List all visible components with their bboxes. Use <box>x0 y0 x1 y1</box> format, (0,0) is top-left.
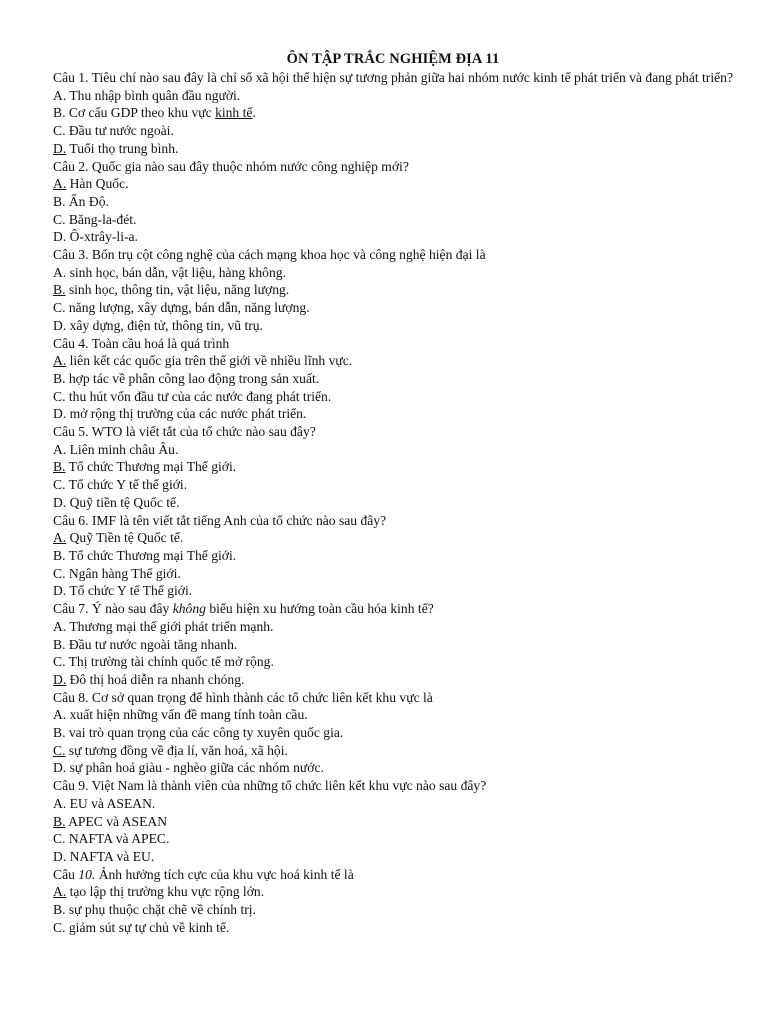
option-c: C. NAFTA và APEC. <box>53 831 170 847</box>
option-b: B. vai trò quan trọng của các công ty xuyên quốc gia. <box>53 725 344 741</box>
document-page <box>53 50 733 936</box>
correct-answer-marker: D. <box>53 140 67 156</box>
question-10 <box>53 866 733 937</box>
question-stem: Câu 6. IMF là tên viết tắt tiếng Anh của tổ chức nào sau đây? <box>53 512 387 528</box>
option-c: C. Đầu tư nước ngoài. <box>53 123 174 139</box>
option-d: D. Tuổi thọ trung bình. <box>53 140 179 156</box>
correct-answer-marker: A. <box>53 884 67 900</box>
option-b: B. Tổ chức Thương mại Thế giới. <box>53 547 237 563</box>
emphasized-number: 10. <box>78 866 96 882</box>
option-a: A. Quỹ Tiền tệ Quốc tế. <box>53 530 184 546</box>
question-stem: Câu 9. Việt Nam là thành viên của những tổ chức liên kết khu vực nào sau đây? <box>53 778 487 794</box>
question-stem: Câu 10. Ảnh hưởng tích cực của khu vực hoá kinh tế là <box>53 866 354 882</box>
question-stem: Câu 4. Toàn cầu hoá là quá trình <box>53 335 230 351</box>
question-3 <box>53 246 733 335</box>
option-d: D. mở rộng thị trường của các nước phát triển. <box>53 406 307 422</box>
question-1 <box>53 69 733 158</box>
correct-answer-marker: D. <box>53 671 67 687</box>
option-d: D. Tổ chức Y tế Thế giới. <box>53 583 193 599</box>
question-6 <box>53 512 733 601</box>
question-stem: Câu 5. WTO là viết tắt của tổ chức nào sau đây? <box>53 424 316 440</box>
question-stem: Câu 7. Ý nào sau đây không biểu hiện xu hướng toàn cầu hóa kinh tế? <box>53 601 434 617</box>
correct-answer-marker: B. <box>53 282 66 298</box>
option-c: C. Thị trường tài chính quốc tế mở rộng. <box>53 654 274 670</box>
option-b: B. hợp tác về phân công lao động trong sản xuất. <box>53 370 320 386</box>
question-8 <box>53 689 733 778</box>
option-c: C. năng lượng, xây dựng, bán dẫn, năng lượng. <box>53 300 310 316</box>
question-7 <box>53 600 733 689</box>
option-d: D. Đô thị hoá diễn ra nhanh chóng. <box>53 671 245 687</box>
option-a: A. Thương mại thế giới phát triển mạnh. <box>53 618 274 634</box>
correct-answer-marker: A. <box>53 530 67 546</box>
option-a: A. tạo lập thị trường khu vực rộng lớn. <box>53 884 265 900</box>
option-c: C. sự tương đồng về địa lí, văn hoá, xã hội. <box>53 742 288 758</box>
underlined-term: kinh tế <box>215 105 253 121</box>
question-2 <box>53 158 733 247</box>
question-stem: Câu 8. Cơ sở quan trọng để hình thành các tổ chức liên kết khu vực là <box>53 689 433 705</box>
correct-answer-marker: B. <box>53 813 66 829</box>
option-c: C. Tổ chức Y tế thế giới. <box>53 477 188 493</box>
option-a: A. xuất hiện những vấn đề mang tính toàn cầu. <box>53 707 308 723</box>
question-stem: Câu 3. Bốn trụ cột công nghệ của cách mạng khoa học và công nghệ hiện đại là <box>53 247 486 263</box>
correct-answer-marker: A. <box>53 176 67 192</box>
option-a: A. Liên minh châu Âu. <box>53 441 179 457</box>
option-c: C. giảm sút sự tự chủ về kinh tế. <box>53 919 230 935</box>
option-d: D. NAFTA và EU. <box>53 848 155 864</box>
option-b: B. sự phụ thuộc chặt chẽ về chính trị. <box>53 902 256 918</box>
option-a: A. Hàn Quốc. <box>53 176 129 192</box>
option-b: B. Tổ chức Thương mại Thế giới. <box>53 459 237 475</box>
option-c: C. Ngân hàng Thế giới. <box>53 565 181 581</box>
question-4 <box>53 335 733 424</box>
option-a: A. sinh học, bán dẫn, vật liệu, hàng không. <box>53 264 286 280</box>
option-b: B. Đầu tư nước ngoài tăng nhanh. <box>53 636 238 652</box>
option-b: B. Ấn Độ. <box>53 193 109 209</box>
correct-answer-marker: C. <box>53 742 66 758</box>
correct-answer-marker: A. <box>53 353 67 369</box>
option-a: A. liên kết các quốc gia trên thế giới về nhiều lĩnh vực. <box>53 353 353 369</box>
option-d: D. Ô-xtrây-li-a. <box>53 229 138 245</box>
option-a: A. EU và ASEAN. <box>53 795 156 811</box>
correct-answer-marker: B. <box>53 459 66 475</box>
option-b: B. APEC và ASEAN <box>53 813 168 829</box>
option-c: C. Băng-la-đét. <box>53 211 137 227</box>
option-c: C. thu hút vốn đầu tư của các nước đang phát triển. <box>53 388 332 404</box>
question-stem: Câu 2. Quốc gia nào sau đây thuộc nhóm nước công nghiệp mới? <box>53 158 409 174</box>
option-d: D. xây dựng, điện tử, thông tin, vũ trụ. <box>53 317 263 333</box>
option-a: A. Thu nhập bình quân đầu người. <box>53 87 241 103</box>
question-9 <box>53 777 733 866</box>
emphasized-word: không <box>172 601 206 617</box>
option-d: D. Quỹ tiền tệ Quốc tế. <box>53 494 180 510</box>
question-5 <box>53 423 733 512</box>
question-stem: Câu 1. Tiêu chí nào sau đây là chỉ số xã hội thể hiện sự tương phản giữa hai nhóm nước kinh tế phát triển và đang phát triển? <box>53 70 733 85</box>
page-title: ÔN TẬP TRẮC NGHIỆM ĐỊA 11 <box>286 51 500 67</box>
option-d: D. sự phân hoá giàu - nghèo giữa các nhóm nước. <box>53 760 324 776</box>
option-b: B. Cơ cấu GDP theo khu vực kinh tế. <box>53 105 256 121</box>
option-b: B. sinh học, thông tin, vật liệu, năng lượng. <box>53 282 290 298</box>
